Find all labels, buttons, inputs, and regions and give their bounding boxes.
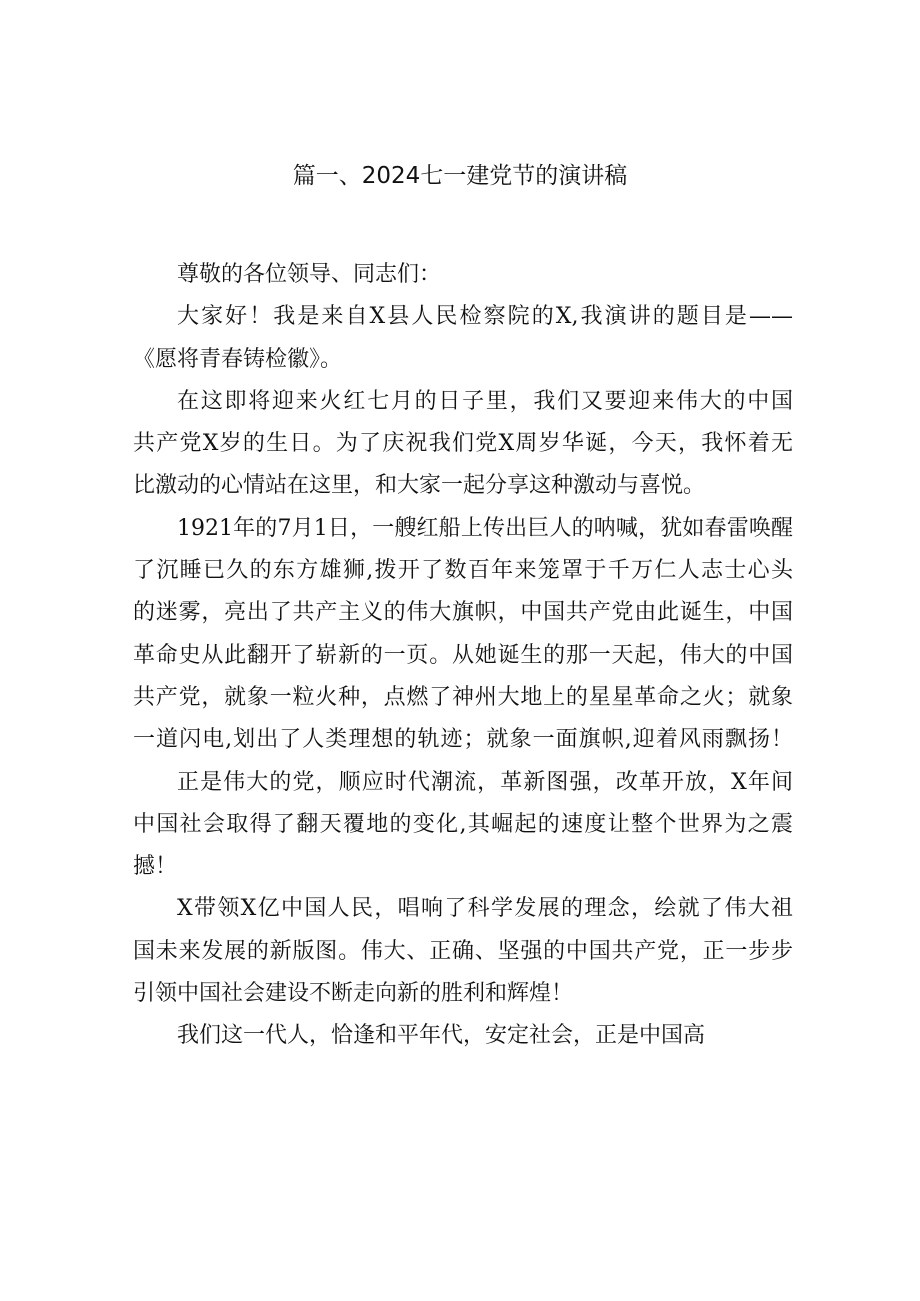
text-line: 我们这一代人，恰逢和平年代，安定社会，正是中国高	[177, 1023, 706, 1049]
text-line: 了沉睡已久的东方雄狮,拨开了数百年来笼罩于千万仁人志士心头	[133, 558, 793, 584]
text-line: 大家好！我是来自X县人民检察院的X,我演讲的题目是——	[177, 304, 793, 330]
document-title: 篇一、2024七一建党节的演讲稿	[292, 163, 628, 189]
text-line: X带领X亿中国人民，唱响了科学发展的理念，绘就了伟大祖	[177, 896, 793, 922]
text-line: 革命史从此翻开了崭新的一页。从她诞生的那一天起，伟大的中国	[133, 642, 793, 668]
text-line: 在这即将迎来火红七月的日子里，我们又要迎来伟大的中国	[177, 388, 793, 414]
text-line: 一道闪电,划出了人类理想的轨迹；就象一面旗帜,迎着风雨飘扬！	[133, 727, 793, 753]
text-line: 比激动的心情站在这里，和大家一起分享这种激动与喜悦。	[133, 473, 706, 499]
text-line: 国未来发展的新版图。伟大、正确、坚强的中国共产党，正一步步	[133, 938, 793, 964]
salutation-line: 尊敬的各位领导、同志们：	[177, 262, 442, 287]
text-line: 中国社会取得了翻天覆地的变化,其崛起的速度让整个世界为之震	[133, 811, 793, 837]
text-line: 的迷雾，亮出了共产主义的伟大旗帜，中国共产党由此诞生，中国	[133, 600, 793, 626]
text-line: 《愿将青春铸检徽》。	[133, 346, 343, 372]
text-line: 撼！	[133, 854, 178, 880]
text-line: 共产党X岁的生日。为了庆祝我们党X周岁华诞，今天，我怀着无	[133, 431, 793, 457]
text-line: 共产党，就象一粒火种，点燃了神州大地上的星星革命之火；就象	[133, 684, 793, 710]
text-line: 引领中国社会建设不断走向新的胜利和辉煌！	[133, 981, 574, 1007]
text-line: 1921年的7月1日，一艘红船上传出巨人的呐喊，犹如春雷唤醒	[177, 515, 793, 541]
document-body	[133, 254, 793, 1058]
text-line: 正是伟大的党，顺应时代潮流，革新图强，改革开放，X年间	[177, 769, 793, 795]
